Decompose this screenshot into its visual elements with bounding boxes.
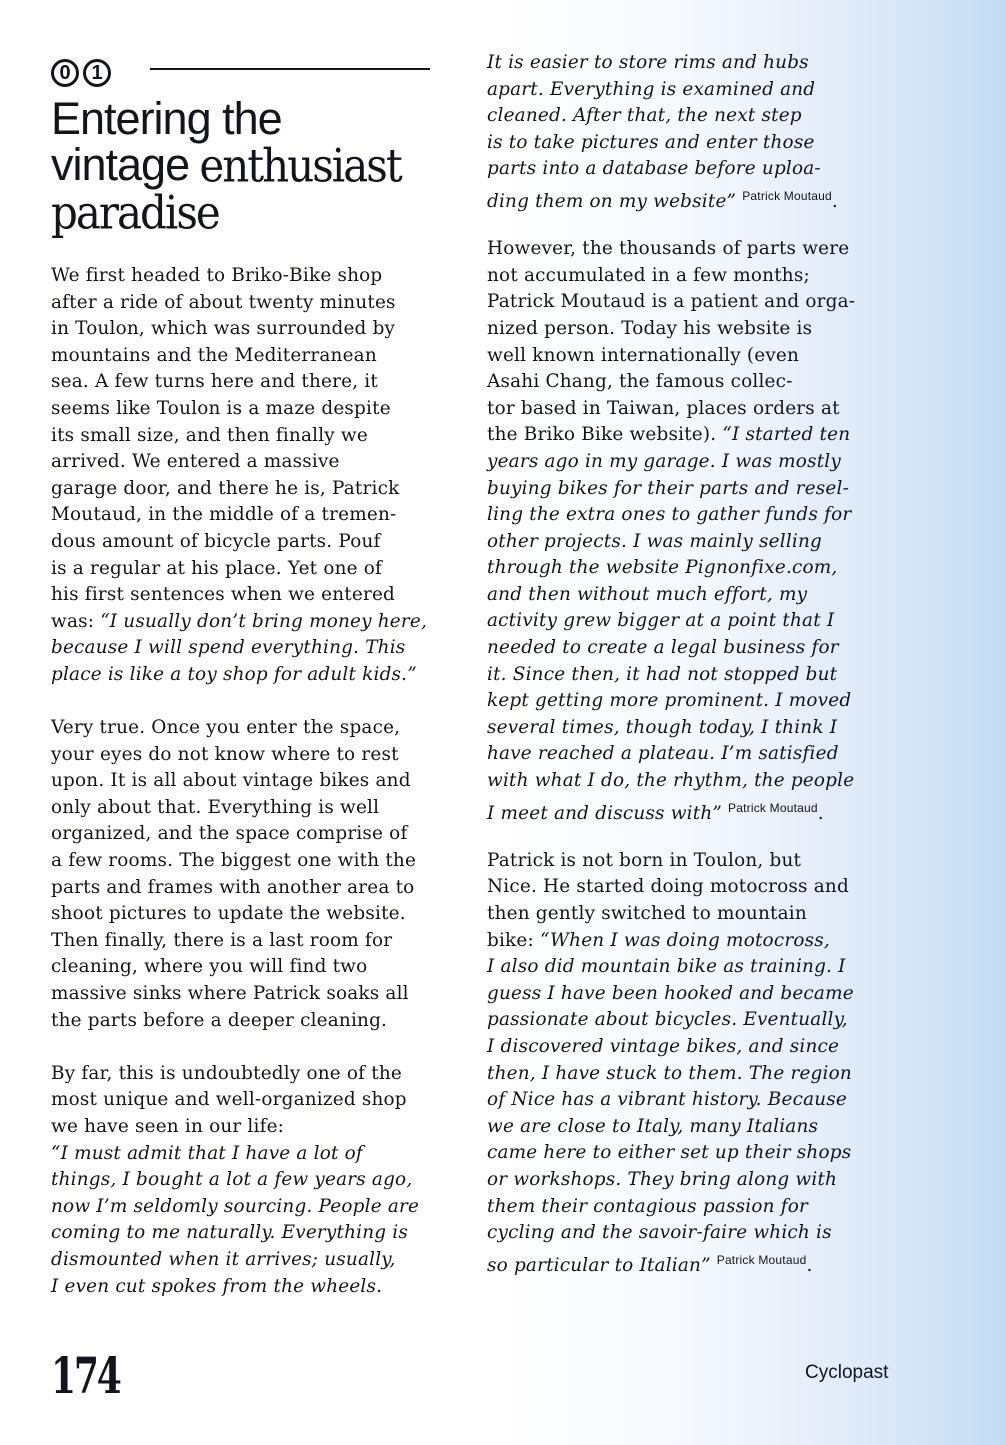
text-line — [51, 848, 427, 875]
paragraph-gap — [51, 1034, 427, 1061]
quote-text: or workshops. They bring along with — [487, 1168, 838, 1190]
text-line — [51, 449, 427, 476]
text-line — [51, 529, 427, 556]
section-rule-divider — [150, 68, 430, 70]
text-line — [487, 928, 855, 955]
text-line — [487, 316, 855, 343]
text-line — [487, 954, 855, 981]
line-text: only about that. Everything is well — [51, 796, 380, 818]
quote-text: of Nice has a vibrant history. Because — [487, 1089, 847, 1111]
text-line — [487, 263, 855, 290]
quote-text: “I must admit that I have a lot of — [51, 1142, 363, 1164]
text-line — [51, 369, 427, 396]
text-line — [51, 1247, 427, 1274]
text-line — [51, 396, 427, 423]
quote-text: so particular to Italian” — [487, 1254, 711, 1276]
text-line — [487, 981, 855, 1008]
quote-text: I discovered vintage bikes, and since — [487, 1035, 840, 1057]
line-text: tor based in Taiwan, places orders at — [487, 397, 840, 419]
text-line — [487, 1034, 855, 1061]
line-text: Asahi Chang, the famous collec- — [487, 371, 793, 393]
text-line — [487, 1114, 855, 1141]
quote-text: with what I do, the rhythm, the people — [487, 770, 855, 792]
line-text: not accumulated in a few months; — [487, 264, 810, 286]
article-title — [51, 93, 481, 240]
quote-text: ling the extra ones to gather funds for — [487, 504, 852, 526]
line-text: garage door, and there he is, Patrick — [51, 477, 400, 499]
text-line — [487, 715, 855, 742]
text-line — [487, 236, 855, 263]
line-text: Very true. Once you enter the space, — [51, 717, 401, 739]
text-line — [487, 608, 855, 635]
quote-text: other projects. I was mainly selling — [487, 530, 822, 552]
text-line — [51, 502, 427, 529]
text-line — [51, 263, 427, 290]
text-line — [51, 582, 427, 609]
line-text: its small size, and then finally we — [51, 424, 368, 446]
text-line — [487, 795, 855, 822]
quote-text: parts into a database before uploa- — [487, 158, 821, 180]
text-line — [487, 874, 855, 901]
quote-text: “I started ten — [722, 424, 851, 446]
quote-text: several times, though today, I think I — [487, 716, 838, 738]
line-text: Nice. He started doing motocross and — [487, 876, 849, 898]
text-line — [51, 1008, 427, 1035]
magazine-name: Cyclopast — [805, 1362, 889, 1383]
text-line — [487, 77, 855, 104]
quote-text: apart. Everything is examined and — [487, 78, 816, 100]
line-text: the parts before a deeper cleaning. — [51, 1009, 388, 1031]
text-line — [51, 1141, 427, 1168]
line-text: was: — [51, 610, 101, 632]
text-line — [51, 476, 427, 503]
text-line — [487, 901, 855, 928]
text-line — [487, 130, 855, 157]
text-line — [487, 1194, 855, 1221]
quote-text: we are close to Italy, many Italians — [487, 1115, 819, 1137]
quote-text: It is easier to store rims and hubs — [487, 52, 809, 73]
text-line — [487, 476, 855, 503]
text-line — [487, 529, 855, 556]
text-line — [51, 795, 427, 822]
line-text: a few rooms. The biggest one with the — [51, 850, 417, 872]
text-line — [51, 981, 427, 1008]
quote-text: I even cut spokes from the wheels. — [51, 1275, 383, 1297]
quote-text: needed to create a legal business for — [487, 637, 839, 659]
text-line — [51, 954, 427, 981]
text-line — [487, 343, 855, 370]
text-line — [487, 396, 855, 423]
text-line — [487, 1247, 855, 1274]
quote-text: I meet and discuss with” — [487, 802, 722, 824]
quote-text: then, I have stuck to them. The region — [487, 1062, 852, 1084]
text-line — [51, 821, 427, 848]
line-text: Patrick Moutaud is a patient and orga- — [487, 291, 856, 313]
line-text: nized person. Today his website is — [487, 317, 813, 339]
text-line — [487, 449, 855, 476]
paragraph-gap — [487, 210, 855, 237]
line-text: after a ride of about twenty minutes — [51, 291, 396, 313]
paragraph-gap — [51, 689, 427, 716]
quote-text: place is like a toy shop for adult kids.” — [51, 663, 417, 685]
text-line — [487, 635, 855, 662]
quote-text: coming to me naturally. Everything is — [51, 1222, 409, 1244]
line-text: mountains and the Mediterranean — [51, 344, 377, 366]
attribution-period: . — [831, 190, 838, 212]
line-text: Moutaud, in the middle of a tremen- — [51, 504, 397, 526]
quote-text: through the website Pignonfixe.com, — [487, 557, 838, 579]
article-body-left-column — [51, 263, 427, 1300]
title-line-1: Entering the — [51, 93, 282, 144]
quote-attribution: Patrick Moutaud — [742, 188, 832, 203]
line-text: We first headed to Briko-Bike shop — [51, 265, 383, 286]
quote-text: is to take pictures and enter those — [487, 131, 815, 153]
line-text: organized, and the space comprise of — [51, 823, 408, 845]
line-text: Then finally, there is a last room for — [51, 929, 393, 951]
text-line — [51, 662, 427, 689]
title-word-paradise: paradise — [51, 185, 219, 240]
line-text: your eyes do not know where to rest — [51, 743, 399, 765]
text-line — [487, 1167, 855, 1194]
quote-text: cleaned. After that, the next step — [487, 105, 802, 127]
quote-text: passionate about bicycles. Eventually, — [487, 1009, 848, 1031]
text-line — [487, 1007, 855, 1034]
text-line — [51, 343, 427, 370]
line-text: we have seen in our life: — [51, 1116, 285, 1137]
text-line — [51, 1114, 427, 1141]
text-line — [51, 742, 427, 769]
text-line — [487, 662, 855, 689]
circled-digit-0: 0 — [51, 59, 79, 87]
paragraph-gap — [487, 821, 855, 848]
text-line — [51, 875, 427, 902]
text-line — [487, 1220, 855, 1247]
quote-text: things, I bought a lot a few years ago, — [51, 1169, 413, 1191]
quote-text: dismounted when it arrives; usually, — [51, 1248, 396, 1270]
line-text: cleaning, where you will find two — [51, 956, 368, 978]
title-word-vintage: vintage — [51, 139, 190, 190]
text-line — [51, 1061, 427, 1088]
line-text: is a regular at his place. Yet one of — [51, 557, 383, 579]
line-text: shoot pictures to update the website. — [51, 903, 406, 925]
text-line — [51, 635, 427, 662]
text-line — [487, 289, 855, 316]
quote-text: activity grew bigger at a point that I — [487, 610, 835, 632]
line-text: However, the thousands of parts were — [487, 238, 850, 260]
line-text: then gently switched to mountain — [487, 903, 807, 924]
text-line — [487, 768, 855, 795]
line-text: arrived. We entered a massive — [51, 451, 340, 473]
text-line — [51, 556, 427, 583]
quote-text: years ago in my garage. I was mostly — [487, 450, 841, 472]
text-line — [51, 715, 427, 742]
text-line — [51, 423, 427, 450]
line-text: seems like Toulon is a maze despite — [51, 397, 391, 419]
quote-text: it. Since then, it had not stopped but — [487, 663, 838, 685]
article-body-right-column — [487, 50, 856, 1276]
line-text: sea. A few turns here and there, it — [51, 371, 378, 393]
text-line — [51, 928, 427, 955]
text-line — [487, 688, 855, 715]
line-text: bike: — [487, 929, 540, 951]
quote-text: cycling and the savoir-faire which is — [487, 1222, 832, 1244]
line-text: upon. It is all about vintage bikes and — [51, 770, 411, 792]
line-text: the Briko Bike website). — [487, 424, 723, 446]
text-line — [51, 1167, 427, 1194]
text-line — [51, 1087, 427, 1114]
line-text: most unique and well-organized shop — [51, 1089, 407, 1111]
text-line — [487, 422, 855, 449]
line-text: Patrick is not born in Toulon, but — [487, 849, 802, 871]
attribution-period: . — [806, 1254, 813, 1276]
title-word-enthusiast: enthusiast — [199, 138, 401, 193]
quote-text: “I usually don’t bring money here, — [100, 610, 427, 632]
text-line — [51, 768, 427, 795]
text-line — [487, 183, 855, 210]
quote-text: buying bikes for their parts and resel- — [487, 477, 849, 499]
text-line — [51, 1274, 427, 1301]
quote-attribution: Patrick Moutaud — [728, 800, 818, 815]
line-text: massive sinks where Patrick soaks all — [51, 983, 409, 1005]
text-line — [487, 1061, 855, 1088]
line-text: parts and frames with another area to — [51, 876, 415, 898]
text-line — [487, 1140, 855, 1167]
quote-text: “When I was doing motocross, — [539, 929, 830, 951]
quote-text: kept getting more prominent. I moved — [487, 690, 852, 712]
text-line — [51, 1194, 427, 1221]
quote-text: ding them on my website” — [487, 190, 737, 212]
text-line — [51, 316, 427, 343]
quote-text: them their contagious passion for — [487, 1195, 808, 1217]
quote-text: have reached a plateau. I’m satisfied — [487, 743, 839, 765]
text-line — [487, 582, 855, 609]
text-line — [487, 1087, 855, 1114]
quote-text: I also did mountain bike as training. I — [487, 956, 846, 978]
text-line — [487, 50, 855, 77]
text-line — [51, 609, 427, 636]
text-line — [487, 103, 855, 130]
quote-attribution: Patrick Moutaud — [716, 1252, 807, 1267]
page-number: 174 — [51, 1346, 120, 1405]
quote-text: because I will spend everything. This — [51, 637, 406, 659]
quote-text: now I’m seldomly sourcing. People are — [51, 1195, 420, 1217]
quote-text: came here to either set up their shops — [487, 1142, 852, 1164]
line-text: his first sentences when we entered — [51, 584, 395, 606]
line-text: in Toulon, which was surrounded by — [51, 318, 396, 340]
section-number — [51, 57, 115, 89]
text-line — [487, 741, 855, 768]
text-line — [487, 848, 855, 875]
text-line — [487, 369, 855, 396]
text-line — [51, 290, 427, 317]
circled-digit-1: 1 — [83, 59, 111, 87]
text-line — [487, 156, 855, 183]
quote-text: and then without much effort, my — [487, 583, 808, 605]
attribution-period: . — [817, 802, 824, 824]
line-text: By far, this is undoubtedly one of the — [51, 1062, 402, 1084]
text-line — [487, 555, 855, 582]
text-line — [487, 502, 855, 529]
line-text: well known internationally (even — [487, 344, 800, 366]
quote-text: guess I have been hooked and became — [487, 982, 854, 1004]
text-line — [51, 1220, 427, 1247]
text-line — [51, 901, 427, 928]
line-text: dous amount of bicycle parts. Pouf — [51, 530, 381, 552]
